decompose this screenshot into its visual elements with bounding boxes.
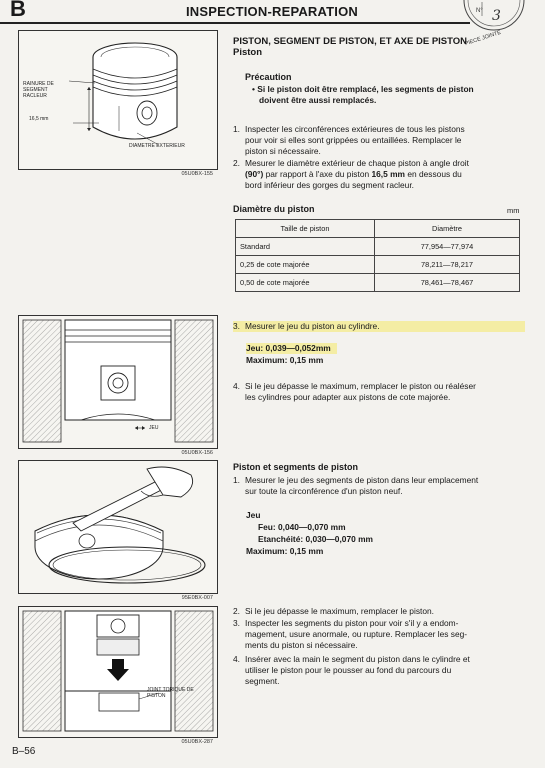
stamp-n-label: N° — [476, 8, 483, 14]
table-row — [236, 256, 520, 274]
table-cell: 78,211—78,217 — [375, 256, 520, 274]
figure-code: 95E0BX-007 — [181, 595, 213, 601]
table-cell: Standard — [236, 238, 375, 256]
step-1-inspect: 1. Inspecter les circonférences extérieures de tous les pistons pour voir si elles sont grippées ou entaillées. Remplacer le piston si nécessaire. — [233, 124, 465, 156]
clearance-max: Maximum: 0,15 mm — [246, 355, 324, 365]
label-dimension: 16,5 mm — [29, 116, 49, 122]
figure-piston-diameter — [18, 30, 218, 177]
figure-code: 05U0BX-156 — [181, 450, 213, 456]
section-heading: PISTON, SEGMENT DE PISTON, ET AXE DE PISTON — [233, 36, 468, 47]
jeu-maximum: Maximum: 0,15 mm — [246, 546, 324, 556]
caution-title: Précaution — [245, 72, 292, 82]
jeu-title: Jeu — [246, 510, 261, 520]
stamp-number: 3 — [492, 8, 501, 24]
caution-line-1: • Si le piston doit être remplacé, les segments de piston — [252, 84, 474, 94]
stamp-text: PIECE JOINTE — [464, 29, 502, 48]
step-2-replace-piston: 2. Si le jeu dépasse le maximum, remplacer le piston. — [233, 606, 434, 616]
label-diameter: DIAMETRE EXTERIEUR — [129, 143, 185, 149]
title-rule — [0, 22, 470, 24]
table-row — [236, 238, 520, 256]
table-header-cell: Diamètre — [375, 220, 520, 238]
table-cell: 77,954—77,974 — [375, 238, 520, 256]
section3-heading: Piston et segments de piston — [233, 462, 359, 472]
table-unit: mm — [507, 206, 520, 215]
figure-code: 05U0BX-155 — [181, 171, 213, 177]
label-groove: RAINURE DE SEGMENT RACLEUR — [23, 81, 54, 99]
table-header-cell: Taille de piston — [236, 220, 375, 238]
section-subheading: Piston — [233, 47, 263, 58]
jeu-feu: Feu: 0,040—0,070 mm — [258, 522, 346, 532]
table-cell: 0,25 de cote majorée — [236, 256, 375, 274]
figure-code: 05U0BX-287 — [181, 739, 213, 745]
figure-ring-insertion — [18, 606, 218, 745]
stamp — [458, 0, 532, 50]
jeu-etancheite: Etanchéité: 0,030—0,070 mm — [258, 534, 373, 544]
table-cell: 78,461—78,467 — [375, 274, 520, 292]
caution-line-2: doivent être aussi remplacés. — [259, 95, 377, 105]
table-header-row — [236, 220, 520, 238]
table-title: Diamètre du piston — [233, 204, 315, 214]
figure-piston-clearance — [18, 315, 218, 456]
page-title: INSPECTION-REPARATION — [186, 4, 359, 19]
label-piston-joint: JOINT TORIQUE DE PISTON — [147, 687, 194, 699]
table-cell: 0,50 de cote majorée — [236, 274, 375, 292]
step-3-inspect-rings: 3. Inspecter les segments du piston pour voir s'il y a endom- magement, usure anormale, ou rupture. Remplacer les seg- ments du piston si nécessaire. — [233, 618, 468, 650]
step-4-rebore: 4. Si le jeu dépasse le maximum, remplacer le piston ou réaléser les cylindres pour adapter aux pistons de cote majorée. — [233, 381, 476, 402]
section-letter: B — [10, 0, 26, 21]
step-2-measure-diameter: 2. Mesurer le diamètre extérieur de chaque piston à angle droit (90°) par rapport à l'axe du piston 16,5 mm en dessous du bord inférieur des gorges du segment racleur. — [233, 158, 469, 190]
step-4-insert-ring: 4. Insérer avec la main le segment du piston dans le cylindre et utiliser le piston pour le pousser au fond du parcours du segment. — [233, 654, 470, 686]
clearance-spec: Jeu: 0,039—0,052mm — [246, 343, 337, 354]
step-1-ring-clearance: 1. Mesurer le jeu des segments de piston dans leur emplacement sur toute la circonférence d'un piston neuf. — [233, 475, 479, 496]
diameter-table — [235, 219, 520, 292]
table-row — [236, 274, 520, 292]
figure-ring-clearance — [18, 460, 218, 601]
label-gap: JEU — [149, 425, 159, 431]
page-number: B–56 — [12, 746, 36, 757]
step-3-measure-clearance: 3. Mesurer le jeu du piston au cylindre. — [233, 321, 525, 332]
